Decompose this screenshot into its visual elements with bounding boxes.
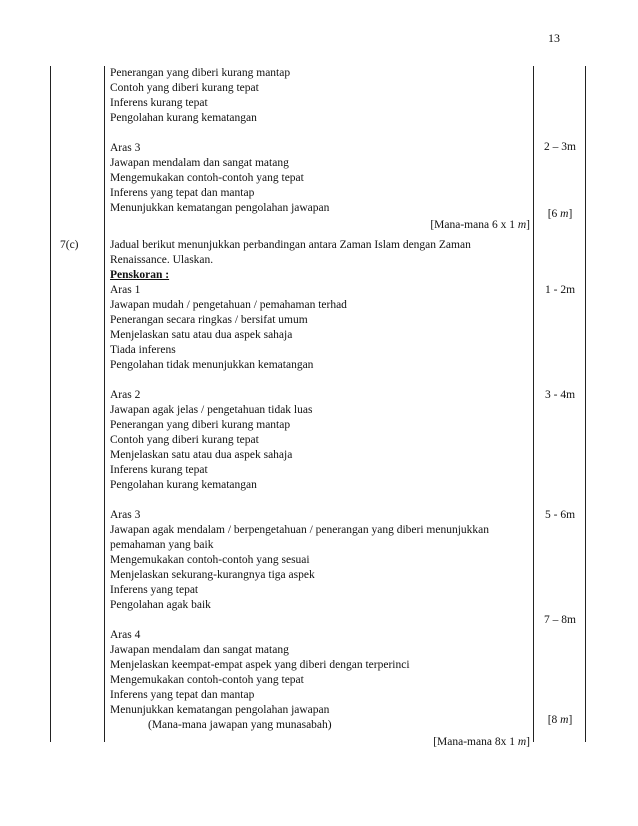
level-line: Tiada inferens: [110, 344, 176, 356]
top-line: Inferens kurang tepat: [110, 97, 208, 109]
top-total-marks: [535, 207, 585, 222]
level-line: Menunjukkan kematangan pengolahan jawapan: [110, 704, 330, 716]
level-line: Inferens kurang tepat: [110, 464, 208, 476]
top-total-unit: m: [560, 208, 569, 220]
level-line: Pengolahan agak baik: [110, 599, 211, 611]
top-block-body: [110, 66, 530, 233]
top-line: Pengolahan kurang kematangan: [110, 112, 257, 124]
level-line: Mengemukakan contoh-contoh yang tepat: [110, 674, 304, 686]
level-line: Inferens yang tepat: [110, 584, 199, 596]
question-footer: [110, 735, 530, 750]
aras3-line: Menunjukkan kematangan pengolahan jawapan: [110, 202, 330, 214]
level-title: Aras 1: [110, 284, 141, 296]
level-line: Jawapan agak jelas / pengetahuan tidak luas: [110, 404, 313, 416]
question-footer-close: ]: [526, 736, 530, 748]
scoring-label: Penskoran :: [110, 269, 170, 281]
page-number: 13: [548, 31, 560, 45]
question-body: [110, 238, 530, 750]
level-line: Pengolahan tidak menunjukkan kematangan: [110, 359, 314, 371]
table-border-left: [50, 66, 51, 742]
level-line: Jawapan mendalam dan sangat matang: [110, 644, 289, 656]
level-line: Penerangan yang diberi kurang mantap: [110, 419, 291, 431]
aras3-line: Mengemukakan contoh-contoh yang tepat: [110, 172, 304, 184]
top-footer-unit: m: [517, 219, 527, 231]
top-line: Contoh yang diberi kurang tepat: [110, 82, 259, 94]
aras3-marks: 2 – 3m: [544, 141, 576, 153]
aras3-title: Aras 3: [110, 142, 141, 154]
question-total-unit: m: [560, 714, 569, 726]
level-line: Menjelaskan satu atau dua aspek sahaja: [110, 449, 293, 461]
question-number: 7(c): [60, 239, 79, 251]
answer-note: (Mana-mana jawapan yang munasabah): [148, 719, 332, 731]
question-total-marks: [535, 713, 585, 728]
table-border-right: [585, 66, 586, 742]
level-line: Contoh yang diberi kurang tepat: [110, 434, 259, 446]
level-marks: 3 - 4m: [544, 389, 576, 401]
question-footer-unit: m: [517, 736, 527, 748]
level-marks: 7 – 8m: [544, 614, 576, 626]
top-footer: [110, 218, 530, 233]
question-footer-text: [Mana-mana 8x 1: [433, 736, 518, 748]
level-line: Mengemukakan contoh-contoh yang sesuai: [110, 554, 310, 566]
level-line: Menjelaskan sekurang-kurangnya tiga aspek: [110, 569, 315, 581]
top-footer-text: [Mana-mana 6 x 1: [430, 219, 518, 231]
level-line: Menjelaskan satu atau dua aspek sahaja: [110, 329, 293, 341]
top-total-close: ]: [568, 208, 573, 220]
level-line: Jawapan mudah / pengetahuan / pemahaman terhad: [110, 299, 347, 311]
level-line: pemahaman yang baik: [110, 539, 214, 551]
level-line: Pengolahan kurang kematangan: [110, 479, 257, 491]
top-footer-close: ]: [526, 219, 530, 231]
level-marks: 1 - 2m: [544, 284, 576, 296]
level-marks: 5 - 6m: [544, 509, 576, 521]
question-text-line: Jadual berikut menunjukkan perbandingan antara Zaman Islam dengan Zaman: [110, 239, 471, 251]
top-total-open: [6: [547, 208, 561, 220]
level-title: Aras 4: [110, 629, 141, 641]
level-title: Aras 3: [110, 509, 141, 521]
level-title: Aras 2: [110, 389, 141, 401]
level-line: Inferens yang tepat dan mantap: [110, 689, 255, 701]
question-total-open: [8: [547, 714, 561, 726]
top-line: Penerangan yang diberi kurang mantap: [110, 67, 291, 79]
level-line: Penerangan secara ringkas / bersifat umum: [110, 314, 308, 326]
level-line: Jawapan agak mendalam / berpengetahuan / penerangan yang diberi menunjukkan: [110, 524, 490, 536]
table-border-question-col: [104, 66, 105, 742]
aras3-line: Inferens yang tepat dan mantap: [110, 187, 255, 199]
aras3-line: Jawapan mendalam dan sangat matang: [110, 157, 289, 169]
question-text-line: Renaissance. Ulaskan.: [110, 254, 214, 266]
question-total-close: ]: [568, 714, 573, 726]
level-line: Menjelaskan keempat-empat aspek yang diberi dengan terperinci: [110, 659, 410, 671]
table-border-marks-col: [533, 66, 534, 742]
